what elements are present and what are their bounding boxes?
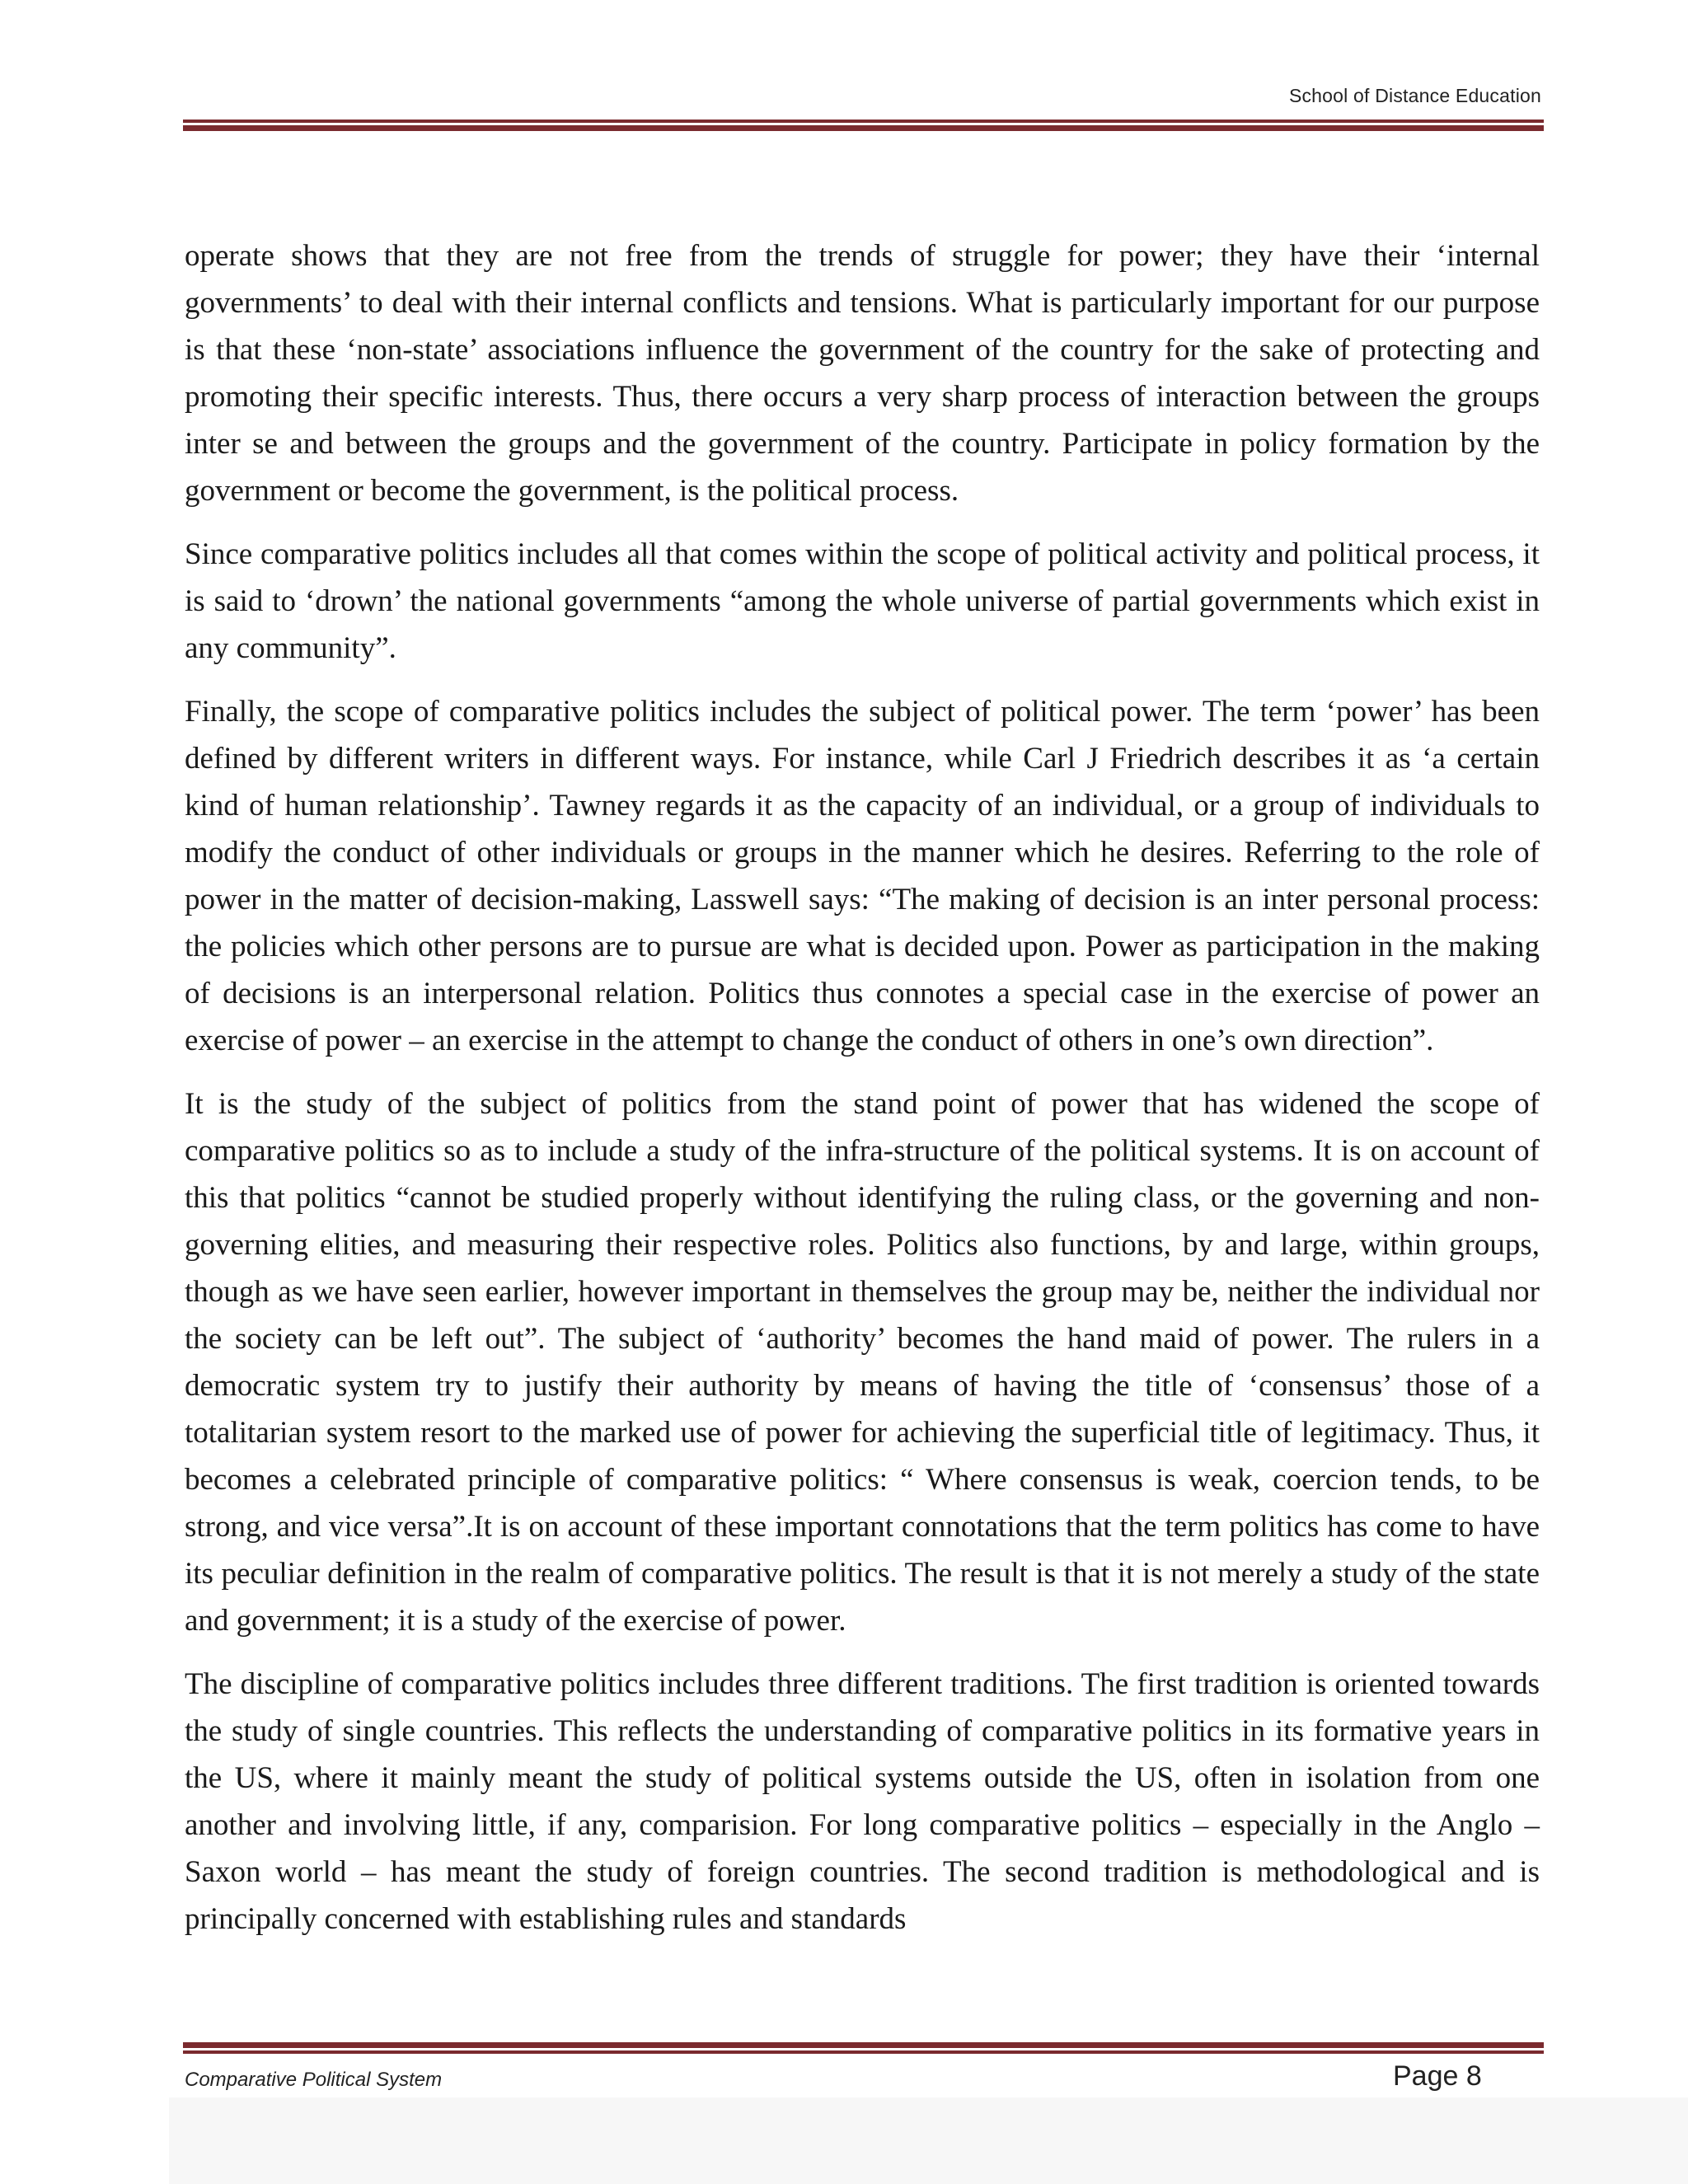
page-bottom-shade bbox=[169, 2097, 1688, 2184]
header-rule-thin bbox=[183, 120, 1544, 123]
header-rule-thick bbox=[183, 125, 1544, 131]
footer-book-title: Comparative Political System bbox=[185, 2069, 443, 2091]
paragraph: Since comparative politics includes all that comes within the scope of political activity and political process, it is said to ‘drown’ the national governments “among the whole universe of partial governments which exist in any community”. bbox=[185, 537, 1540, 665]
paragraph: Finally, the scope of comparative politics includes the subject of political power. The term ‘power’ has been defined by different writers in different ways. For instance, while Carl J Friedrich describes it as ‘a certain kind of human relationship’. Tawney regards it as the capacity of an individual, or a group of individuals to modify the conduct of other individuals or groups in the manner which he desires. Referring to the role of power in the matter of decision-making, Lasswell says: “The making of decision is an inter personal process: the policies which other persons are to pursue are what is decided upon. Power as participation in the making of decisions is an interpersonal relation. Politics thus connotes a special case in the exercise of power an exercise of power – an exercise in the attempt to change the conduct of others in one’s own direction”. bbox=[185, 695, 1540, 1057]
paragraph: It is the study of the subject of politics from the stand point of power that has widened the scope of comparative politics so as to include a study of the infra-structure of the political systems. It is on account of this that politics “cannot be studied properly without identifying the ruling class, or the governing and non-governing elities, and measuring their respective roles. Politics also functions, by and large, within groups, though as we have seen earlier, however important in themselves the group may be, neither the individual nor the society can be left out”. The subject of ‘authority’ becomes the hand maid of power. The rulers in a democratic system try to justify their authority by means of having the title of ‘consensus’ those of a totalitarian system resort to the marked use of power for achieving the superficial title of legitimacy. Thus, it becomes a celebrated principle of comparative politics: “ Where consensus is weak, coercion tends, to be strong, and vice versa”.It is on account of these important connotations that the term politics has come to have its peculiar definition in the realm of comparative politics. The result is that it is not merely a study of the state and government; it is a study of the exercise of power. bbox=[185, 1087, 1540, 1638]
paragraph: The discipline of comparative politics includes three different traditions. The first tradition is oriented towards the study of single countries. This reflects the understanding of comparative politics in its formative years in the US, where it mainly meant the study of political systems outside the US, often in isolation from one another and involving little, if any, comparision. For long comparative politics – especially in the Anglo –Saxon world – has meant the study of foreign countries. The second tradition is methodological and is principally concerned with establishing rules and standards bbox=[185, 1667, 1540, 1936]
footer-rule-thick bbox=[183, 2042, 1544, 2048]
footer-rule-thin bbox=[183, 2050, 1544, 2054]
paragraph: operate shows that they are not free from the trends of struggle for power; they have their ‘internal governments’ to deal with their internal conflicts and tensions. What is particularly important for our purpose is that these ‘non-state’ associations influence the government of the country for the sake of protecting and promoting their specific interests. Thus, there occurs a very sharp process of interaction between the groups inter se and between the groups and the government of the country. Participate in policy formation by the government or become the government, is the political process. bbox=[185, 239, 1540, 508]
running-header: School of Distance Education bbox=[1288, 85, 1541, 106]
page-number: Page 8 bbox=[1393, 2060, 1482, 2092]
page-body bbox=[185, 232, 1540, 1959]
